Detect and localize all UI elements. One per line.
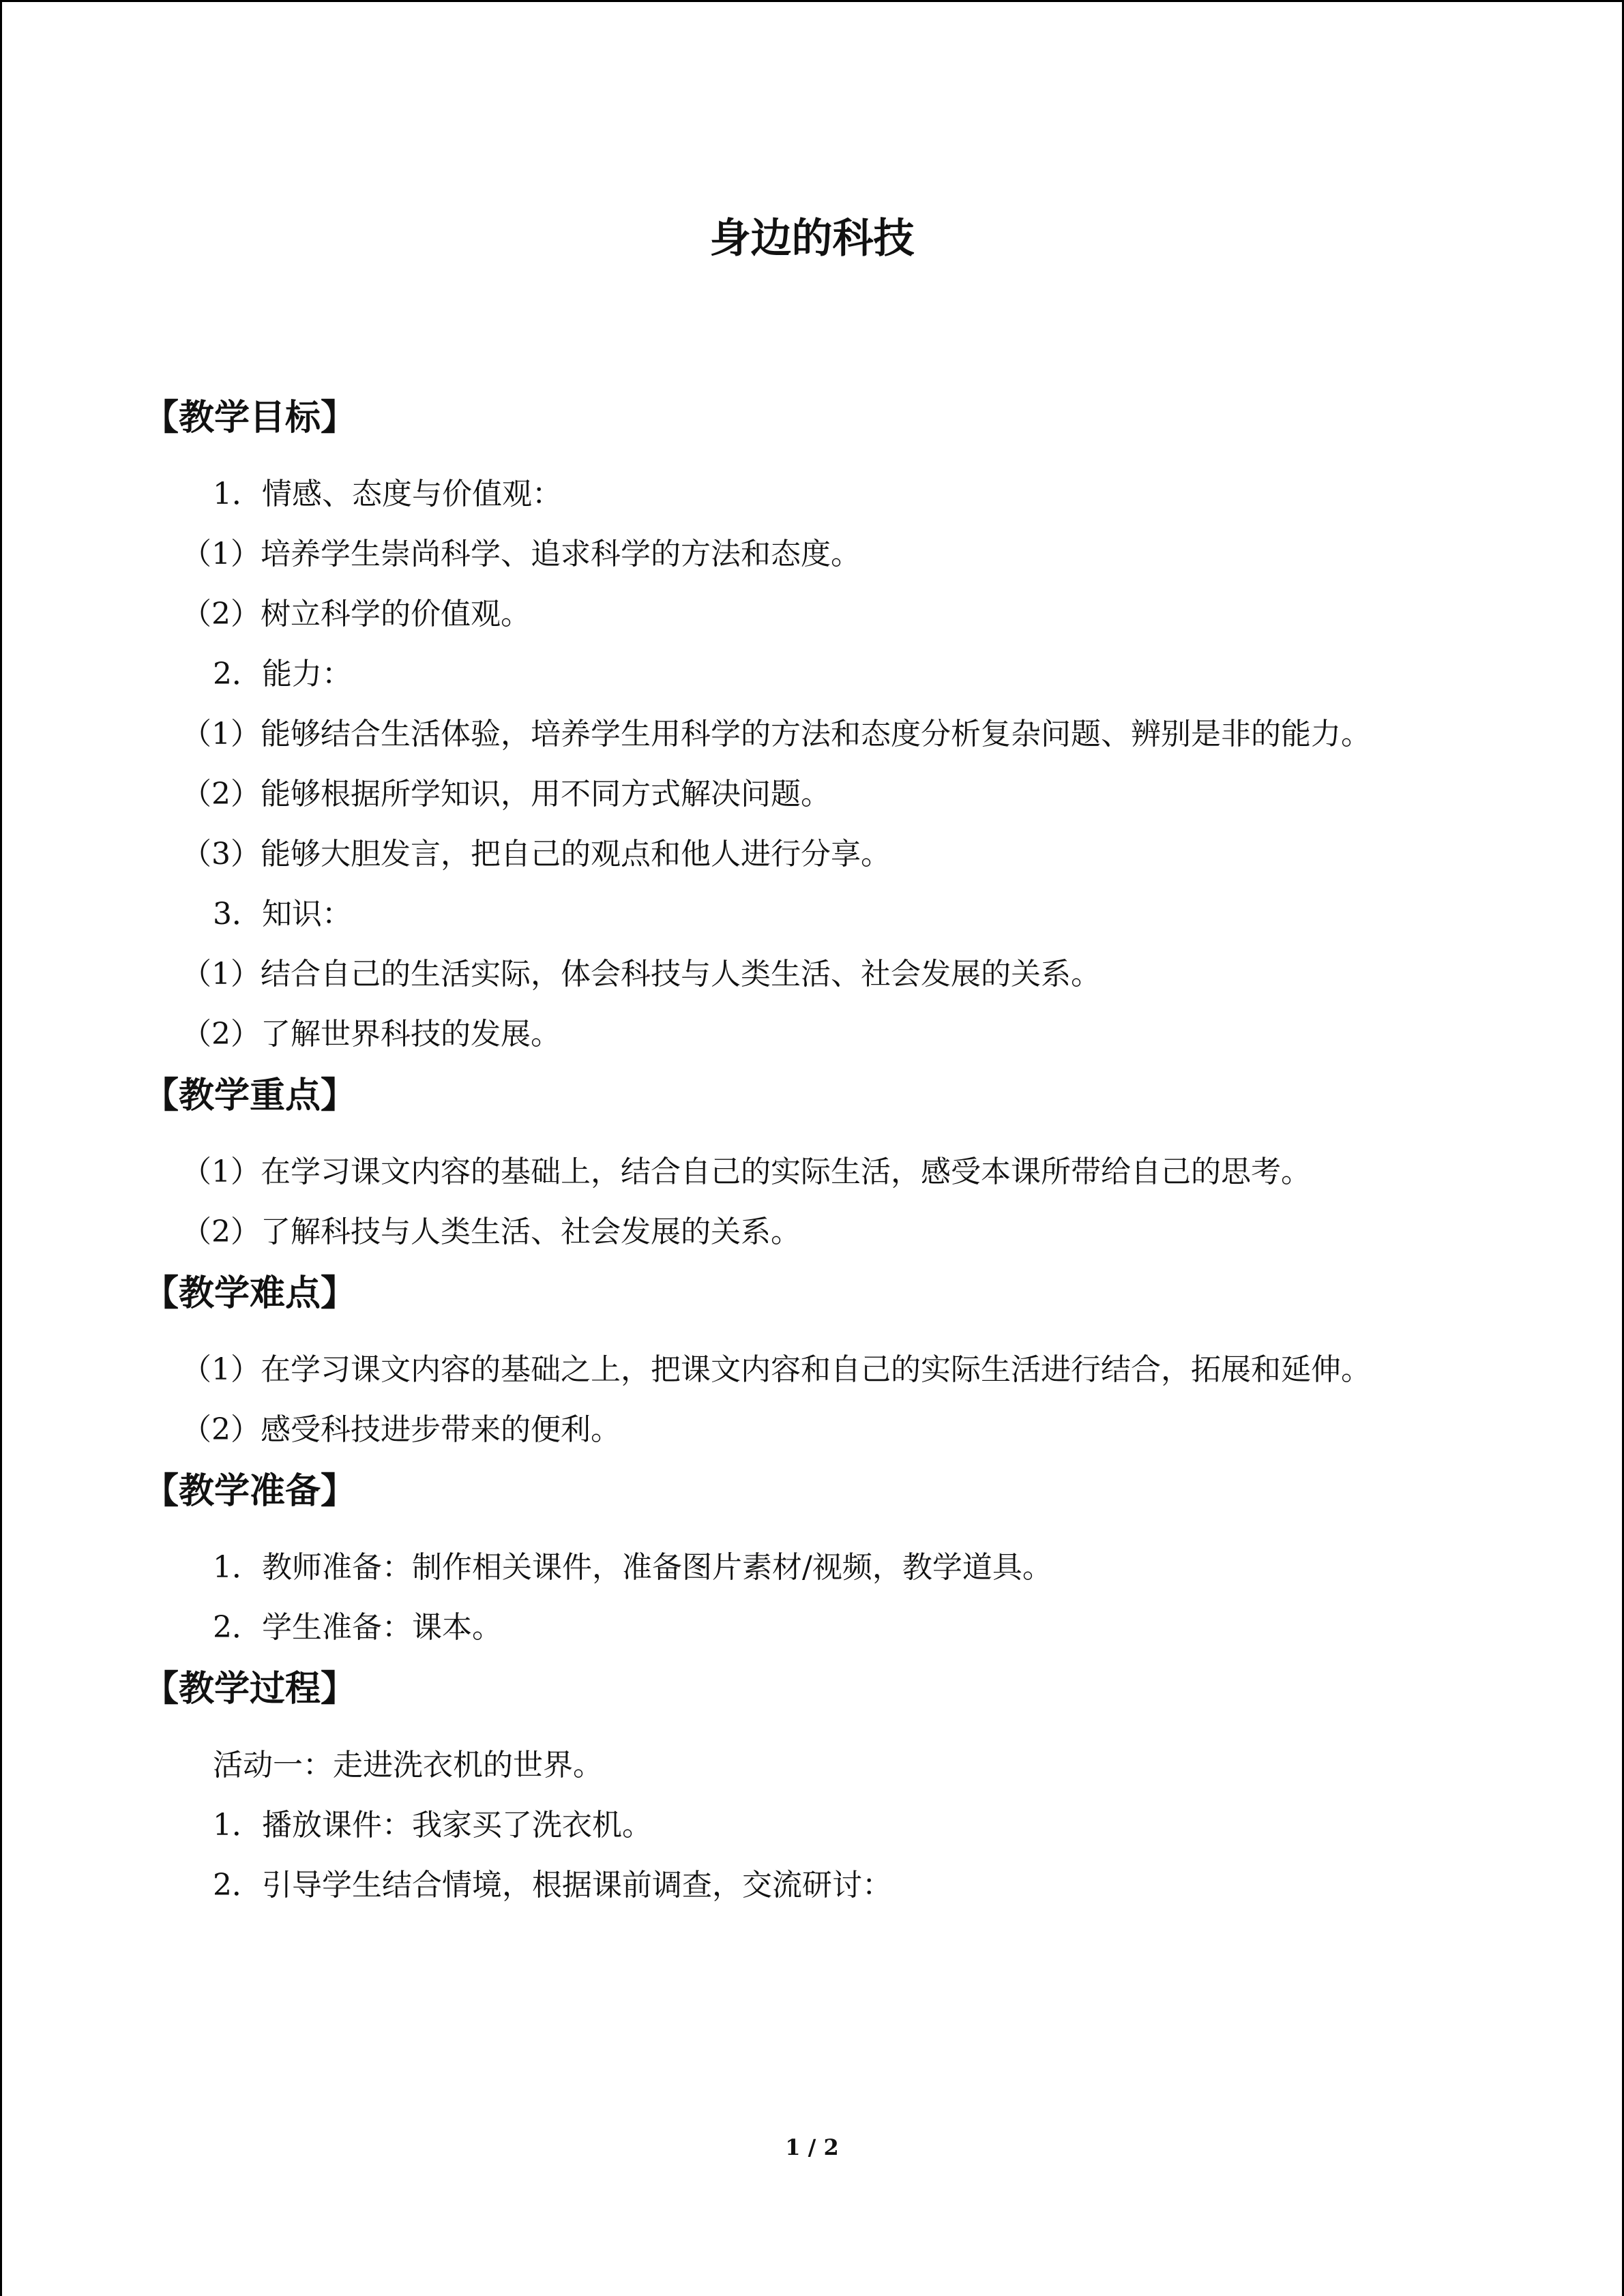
page-number: 1 / 2 bbox=[785, 2134, 839, 2160]
process-line: 2．引导学生结合情境，根据课前调查，交流研讨： bbox=[213, 1868, 892, 1903]
document-title: 身边的科技 bbox=[709, 215, 915, 263]
key-point-line: （1）在学习课文内容的基础上，结合自己的实际生活，感受本课所带给自己的思考。 bbox=[181, 1154, 1311, 1189]
objective-line: （2）树立科学的价值观。 bbox=[181, 597, 531, 631]
objective-line: 3．知识： bbox=[213, 897, 352, 931]
difficulty-line: （2）感受科技进步带来的便利。 bbox=[181, 1412, 621, 1447]
document-body bbox=[143, 387, 1445, 1915]
preparation-line: 2．学生准备：课本。 bbox=[213, 1610, 502, 1645]
section-heading-process: 【教学过程】 bbox=[143, 1668, 357, 1710]
objective-line: （2）能够根据所学知识，用不同方式解决问题。 bbox=[181, 777, 831, 811]
objective-line: 1．情感、态度与价值观： bbox=[213, 477, 562, 511]
objective-line: （1）能够结合生活体验，培养学生用科学的方法和态度分析复杂问题、辨别是非的能力。 bbox=[181, 717, 1371, 751]
objective-line: （1）培养学生崇尚科学、追求科学的方法和态度。 bbox=[181, 537, 861, 571]
difficulty-line: （1）在学习课文内容的基础之上，把课文内容和自己的实际生活进行结合，拓展和延伸。 bbox=[181, 1352, 1371, 1387]
objective-line: （2）了解世界科技的发展。 bbox=[181, 1017, 561, 1052]
section-heading-objectives: 【教学目标】 bbox=[143, 397, 357, 438]
objective-line: 2．能力： bbox=[213, 657, 352, 691]
section-heading-key-points: 【教学重点】 bbox=[143, 1075, 357, 1116]
section-heading-difficulties: 【教学难点】 bbox=[143, 1272, 357, 1314]
process-line: 1．播放课件：我家买了洗衣机。 bbox=[213, 1808, 652, 1843]
section-heading-preparation: 【教学准备】 bbox=[143, 1470, 357, 1512]
objective-line: （3）能够大胆发言，把自己的观点和他人进行分享。 bbox=[181, 837, 891, 871]
preparation-line: 1．教师准备：制作相关课件，准备图片素材/视频，教学道具。 bbox=[213, 1550, 1052, 1585]
key-point-line: （2）了解科技与人类生活、社会发展的关系。 bbox=[181, 1214, 801, 1249]
objective-line: （1）结合自己的生活实际，体会科技与人类生活、社会发展的关系。 bbox=[181, 957, 1101, 992]
process-line: 活动一：走进洗衣机的世界。 bbox=[213, 1748, 603, 1783]
